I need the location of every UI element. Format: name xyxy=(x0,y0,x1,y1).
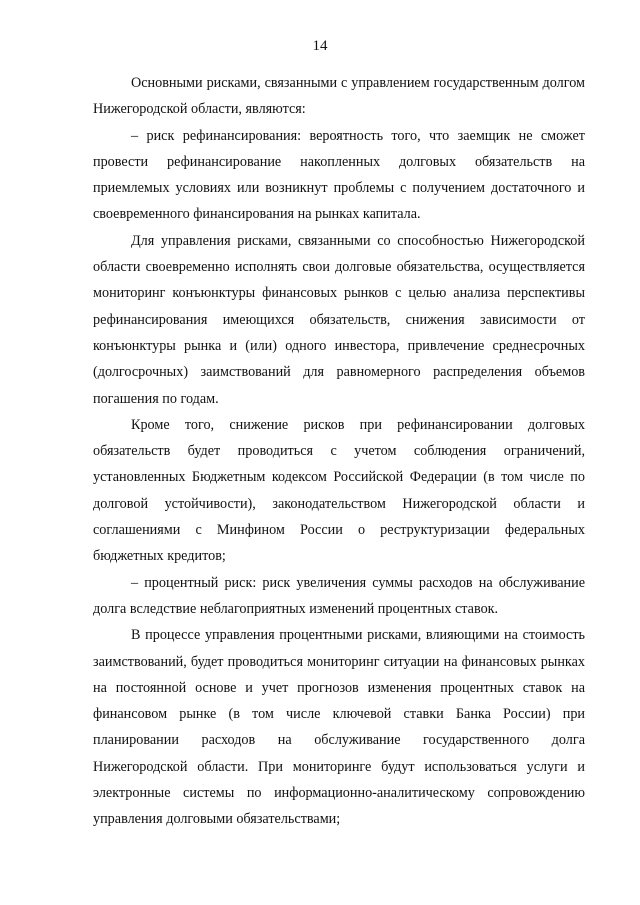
paragraph-interest-risk-management: В процессе управления процентными рисками, влияющими на стоимость заимствований, будет проводиться мониторинг ситуации на финансовых рынках на постоянной основе и учет прогнозов изменения процентных ставок на финансовом рынке (в том числе ключевой ставки Банка России) при планировании расходов на обслуживание государственного долга Нижегородской области. При мониторинге будут использоваться услуги и электронные системы по информационно-аналитическому сопровождению управления долговыми обязательствами; xyxy=(93,627,585,828)
document-body xyxy=(93,70,585,833)
page-number: 14 xyxy=(312,38,328,54)
paragraph-main-risks-intro: Основными рисками, связанными с управлением государственным долгом Нижегородской области, являются: xyxy=(93,75,585,118)
paragraph-risk-reduction: Кроме того, снижение рисков при рефинансировании долговых обязательств будет проводиться с учетом соблюдения ограничений, установленных Бюджетным кодексом Российской Федерации (в том числе по долговой устойчивости), законодательством Нижегородской области и соглашениями с Минфином России о реструктуризации федеральных бюджетных кредитов; xyxy=(93,416,585,565)
paragraph-risk-management: Для управления рисками, связанными со способностью Нижегородской области своевременно исполнять свои долговые обязательства, осуществляется мониторинг конъюнктуры финансовых рынков с целью анализа перспективы рефинансирования имеющихся обязательств, снижения зависимости от конъюнктуры рынка и (или) одного инвестора, привлечение среднесрочных (долгосрочных) заимствований для равномерного распределения объемов погашения по годам. xyxy=(93,232,585,407)
paragraph-interest-rate-risk: – процентный риск: риск увеличения суммы расходов на обслуживание долга вследствие неблагоприятных изменений процентных ставок. xyxy=(93,574,585,617)
paragraph-refinancing-risk: – риск рефинансирования: вероятность того, что заемщик не сможет провести рефинансирование накопленных долговых обязательств на приемлемых условиях или возникнут проблемы с получением достаточного и своевременного финансирования на рынках капитала. xyxy=(93,127,585,223)
